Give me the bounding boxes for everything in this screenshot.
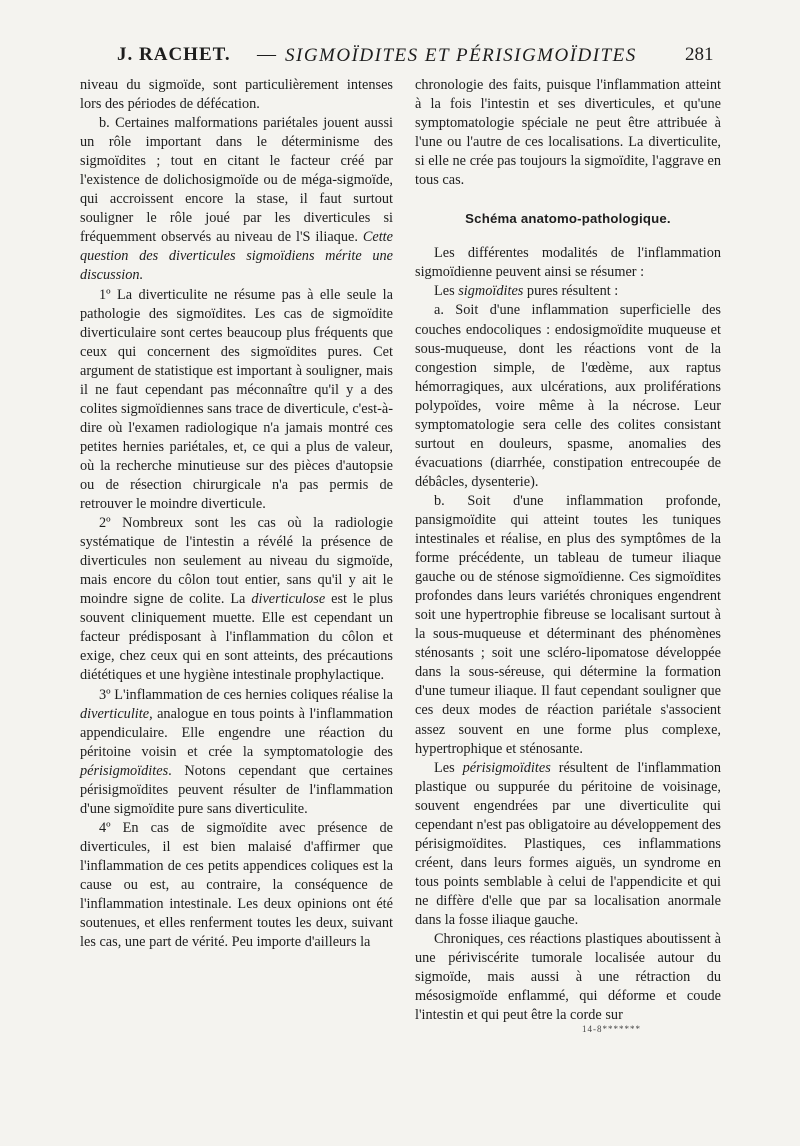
header-dash: — [257,44,276,65]
page-number: 281 [685,44,714,65]
italic-term: périsigmoïdites [462,759,551,776]
paragraph-point-b: b. Soit d'une inflammation profonde, pansigmoïdite qui atteint toutes les tuniques intestinales et réalise, en plus des symptômes de la forme précédente, un tableau de tumeur iliaque gauche ou de sténose sigmoïdienne. Ces sigmoïdites profondes dans leurs variétés chroniques engendrent soit une hypertrophie fibreuse se localisant surtout à la sous-muqueuse et déterminant des phénomènes sténosants ; soit une scléro-lipomatose développée dans la sous-séreuse, qui détermine la formation d'une tumeur iliaque. Il faut cependant souligner que ces deux modes de réaction pariétale s'associent assez souvent en une forme plus complexe, hypertrophique et sténosante. [415,492,721,757]
paragraph-text: . Notons cependant que certaines périsigmoïdites peuvent résulter de l'inflammation d'une sigmoïdite pure sans diverticulite. [80,762,393,817]
italic-term: sigmoïdites [458,283,524,300]
right-column [415,76,721,1025]
printer-signature: 14-8******* [582,1024,641,1034]
paragraph-text: Les [434,283,459,300]
section-heading: Schéma anatomo-pathologique. [465,211,671,227]
paragraph-malformations [80,114,393,285]
paragraph-perisigmoidites [415,759,721,930]
paragraph-chroniques: Chroniques, ces réactions plastiques aboutissent à une périviscérite tumorale localisée autour du sigmoïde, mais aussi à une rétraction du mésosigmoïde enflammé, qui déforme et coude l'intestin et qui peut être la corde sur [415,931,721,1024]
paragraph-text: résultent de l'inflammation plastique ou suppurée du péritoine de voisinage, souvent engendrées par une diverticulite qui cependant n'est pas obligatoire au développement des périsigmoïdites. Plastiques, ces inflammations créent, dans leurs formes aiguës, un syndrome en tous points semblable à celui de l'appendicite et qui ne diffère d'elle que par sa localisation anormale dans la fosse iliaque gauche. [415,759,722,928]
paragraph-sigmoidites [415,282,721,301]
header-author: J. RACHET. [117,44,231,65]
italic-text: Cette question des diverticules sigmoïdiens mérite une discussion. [80,229,393,284]
paragraph-text: est le plus souvent cliniquement muette. Elle est cependant un facteur prédisposant à l'inflammation du côlon et exige, chez ceux qui en sont atteints, des précautions diététiques et une hygiène intestinale prophylactique. [80,591,393,684]
paragraph-text: 2º Nombreux sont les cas où la radiologie systématique de l'intestin a révélé la présence de diverticules non seulement au niveau du sigmoïde, mais encore du côlon tout entier, sans qu'il y ait le moindre signe de colite. La [80,515,393,608]
paragraph-text: , analogue en tous points à l'inflammation appendiculaire. Elle engendre une réaction du péritoine voisin et crée la symptomatologie des [80,705,393,760]
italic-term: diverticulite [80,705,150,722]
paragraph-text: pures résultent : [523,283,619,300]
paragraph-point-1: 1º La diverticulite ne résume pas à elle seule la pathologie des sigmoïdites. Les cas de sigmoïdite diverticulaire sont certes beaucoup plus fréquents que ceux qui concernent des sigmoïdites pures. Cet argument de statistique est important à souligner, mais il ne faut cependant pas méconnaître qu'il y a des colites sigmoïdiennes sans trace de diverticule, c'est-à-dire où l'examen radiologique n'a jamais montré ces petites hernies pariétales, et, ce qui a plus de valeur, où la recherche minutieuse sur des pièces d'autopsie ou de résection chirurgicale n'a pas permis de retrouver le moindre diverticule. [80,286,393,513]
paragraph-continuation: chronologie des faits, puisque l'inflammation atteint à la fois l'intestin et ses diverticules, et qu'une symptomatologie spéciale ne peut être attribuée à l'une ou l'autre de ces localisations. La diverticulite, si elle ne crée pas toujours la sigmoïdite, l'aggrave en tous cas. [415,77,721,189]
paragraph-intro: Les différentes modalités de l'inflammation sigmoïdienne peuvent ainsi se résumer : [415,245,721,281]
paragraph-point-4: 4º En cas de sigmoïdite avec présence de diverticules, il est bien malaisé d'affirmer que l'inflammation de ces petits appendices coliques est la cause ou est, au contraire, la conséquence de l'inflammation intestinale. Les deux opinions ont été soutenues, et elles renferment toutes les deux, suivant les cas, une part de vérité. Peu importe d'ailleurs la [80,819,393,951]
paragraph-text: Les [434,759,463,776]
paragraph-text: b. Certaines malformations pariétales jouent aussi un rôle important dans le déterminisme des sigmoïdites ; tout en citant le facteur créé par l'existence de dolichosigmoïde ou de méga-sigmoïde, qui accroissent encore la stase, il faut surtout souligner le rôle joué par les diverticules si fréquemment observés au niveau de l'S iliaque. [80,115,393,246]
header-title: SIGMOÏDITES ET PÉRISIGMOÏDITES [285,45,637,66]
paragraph-text: 3º L'inflammation de ces hernies coliques réalise la [99,686,393,703]
paragraph-continuation: niveau du sigmoïde, sont particulièrement intenses lors des périodes de défécation. [80,77,393,113]
italic-term: diverticulose [251,591,326,608]
paragraph-point-a: a. Soit d'une inflammation superficielle des couches endocoliques : endosigmoïdite muqueuse et sous-muqueuse, dont les réactions vont de la congestion simple, de l'œdème, aux raptus hémorragiques, aux ulcérations, aux proliférations polypoïdes, voire même à la nécrose. Leur symptomatologie sera celle des colites consistant surtout en douleurs, spasme, anomalies des évacuations (diarrhée, constipation entrecoupée de débâcles, dysenterie). [415,302,721,490]
left-column [80,76,393,952]
running-header [80,44,725,74]
paragraph-point-2 [80,514,393,685]
italic-term: périsigmoïdites [80,762,169,779]
paragraph-point-3 [80,686,393,819]
